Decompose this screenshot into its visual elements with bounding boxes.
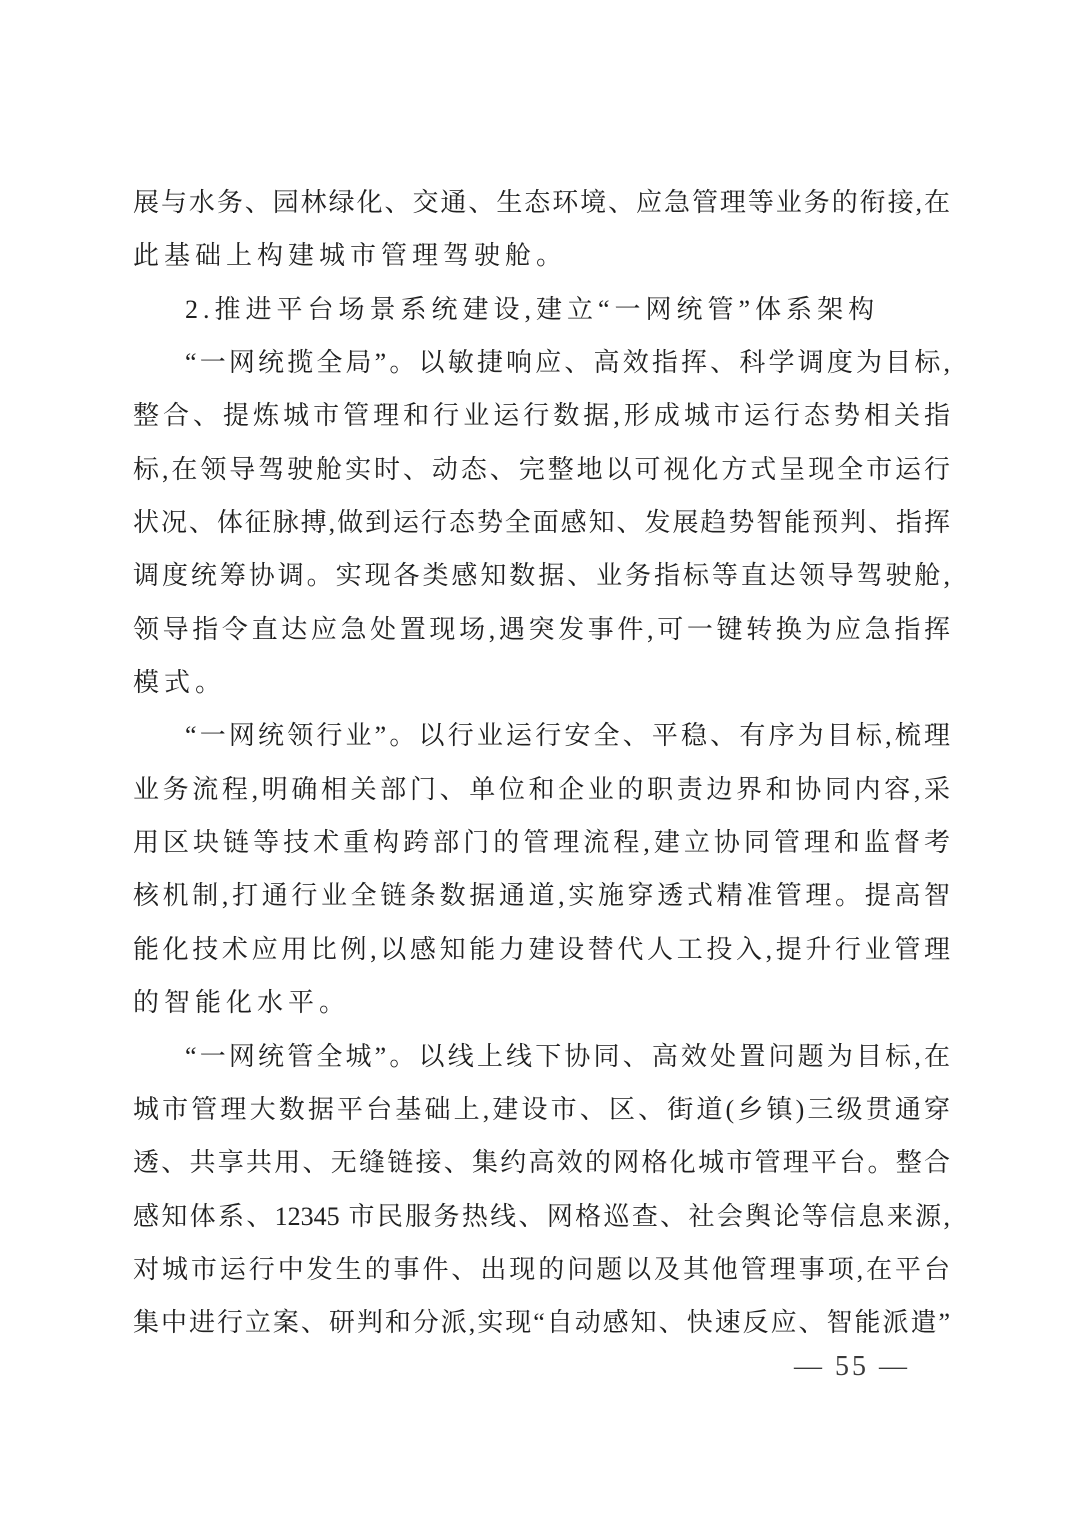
text-line: 标,在领导驾驶舱实时、动态、完整地以可视化方式呈现全市运行 [133, 454, 950, 484]
text-line: 核机制,打通行业全链条数据通道,实施穿透式精准管理。提高智 [133, 881, 950, 911]
text-line: 领导指令直达应急处置现场,遇突发事件,可一键转换为应急指挥 [133, 614, 950, 644]
text-line: 能化技术应用比例,以感知能力建设替代人工投入,提升行业管理 [133, 934, 950, 964]
text-line: 业务流程,明确相关部门、单位和企业的职责边界和协同内容,采 [133, 774, 950, 804]
text-line: 此基础上构建城市管理驾驶舱。 [133, 241, 568, 271]
text-line: “一网统管全城”。以线上线下协同、高效处置问题为目标,在 [185, 1041, 950, 1071]
text-line: 用区块链等技术重构跨部门的管理流程,建立协同管理和监督考 [133, 828, 950, 858]
text-line: 对城市运行中发生的事件、出现的问题以及其他管理事项,在平台 [133, 1254, 950, 1284]
text-line: 状况、体征脉搏,做到运行态势全面感知、发展趋势智能预判、指挥 [133, 508, 950, 538]
text-line: “一网统领行业”。以行业运行安全、平稳、有序为目标,梳理 [185, 721, 950, 751]
section-heading: 2.推进平台场景系统建设,建立“一网统管”体系架构 [185, 294, 880, 324]
text-block [133, 176, 950, 1350]
page-number: — 55 — [794, 1351, 910, 1382]
text-line: “一网统揽全局”。以敏捷响应、高效指挥、科学调度为目标, [185, 348, 950, 378]
text-line: 集中进行立案、研判和分派,实现“自动感知、快速反应、智能派遣” [133, 1308, 950, 1338]
text-line: 感知体系、12345 市民服务热线、网格巡查、社会舆论等信息来源, [133, 1201, 950, 1231]
text-line: 整合、提炼城市管理和行业运行数据,形成城市运行态势相关指 [133, 401, 950, 431]
text-line: 调度统筹协调。实现各类感知数据、业务指标等直达领导驾驶舱, [133, 561, 950, 591]
text-line: 的智能化水平。 [133, 988, 351, 1018]
text-line: 模式。 [133, 668, 227, 698]
text-line: 展与水务、园林绿化、交通、生态环境、应急管理等业务的衔接,在 [133, 188, 950, 217]
text-line: 城市管理大数据平台基础上,建设市、区、街道(乡镇)三级贯通穿 [133, 1094, 950, 1124]
text-line: 透、共享共用、无缝链接、集约高效的网格化城市管理平台。整合 [133, 1148, 950, 1178]
